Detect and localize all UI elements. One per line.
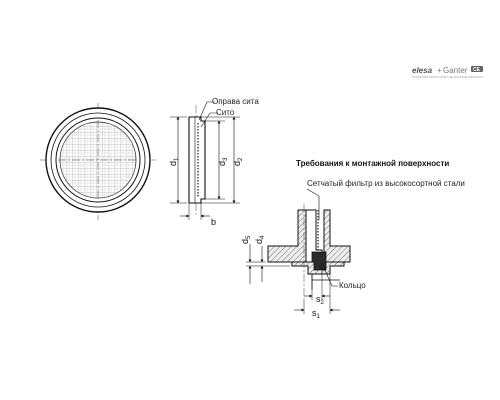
logo-brand-b: Ganter: [443, 66, 468, 75]
logo-brand-a: elesa: [412, 66, 433, 75]
logo-tagline: STANDARD PARTS FOR THE MACHINE INDUSTRY: [412, 75, 484, 79]
side-leaders: [199, 97, 259, 127]
brand-logo: [412, 66, 484, 79]
dim-b-label: b: [211, 217, 217, 227]
ring-label: Кольцо: [339, 281, 366, 290]
mount-detail: [268, 204, 350, 300]
dim-d1: [168, 117, 187, 203]
mesh-label: Сетчатый фильтр из высокосортной стали: [307, 179, 465, 188]
dim-d3: [205, 121, 229, 199]
dim-d5-label: $d_5$: [240, 235, 252, 244]
dim-d2-label: $d_2$: [232, 157, 244, 166]
dim-d1-label: $d_1$: [168, 157, 180, 166]
logo-brand-sep: +: [437, 66, 442, 75]
mount-title: Требования к монтажной поверхности: [296, 159, 450, 168]
dim-s1-label: $s_1$: [312, 308, 320, 320]
side-view: [189, 105, 205, 215]
dim-s2-label: $s_2$: [316, 294, 324, 306]
side-frame-outline: [189, 117, 205, 203]
dim-d3-label: $d_3$: [217, 157, 229, 166]
front-view: [40, 103, 156, 220]
dim-b: [180, 203, 216, 227]
ring-section: [312, 252, 326, 270]
frame-label: Оправа сита: [212, 97, 259, 106]
sieve-label: Сито: [216, 108, 235, 117]
dim-d4-label: $d_4$: [254, 235, 266, 244]
ce-badge-label: CE: [473, 67, 480, 73]
housing-right: [324, 210, 350, 262]
